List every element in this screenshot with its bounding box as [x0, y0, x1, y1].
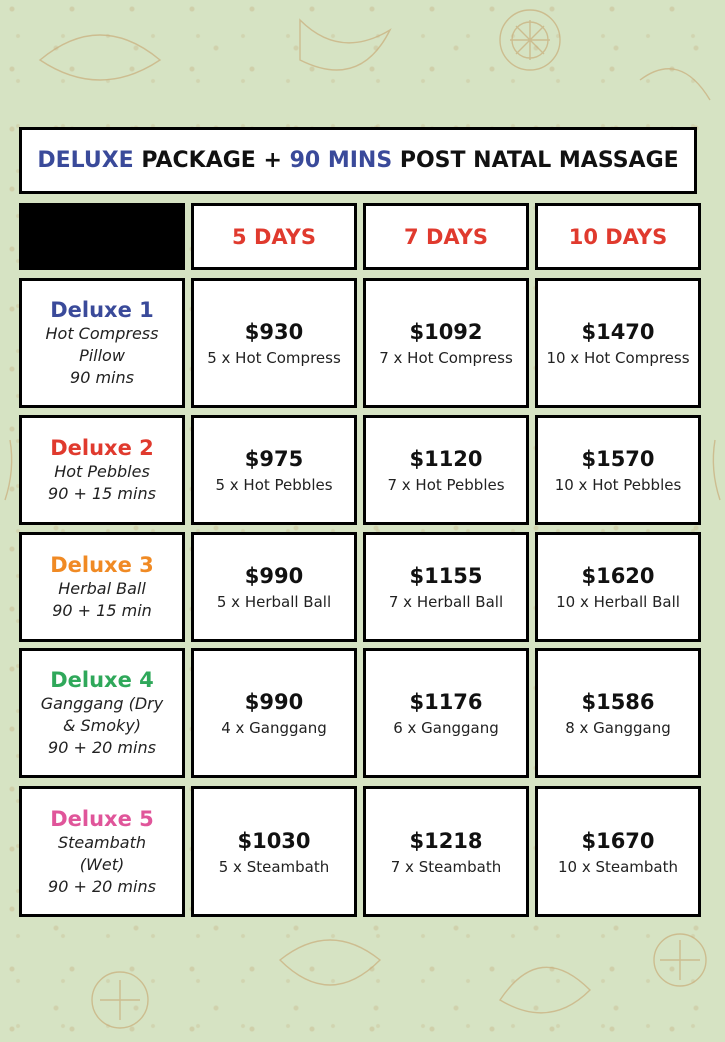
price: $990 — [244, 690, 304, 714]
price-detail: 7 x Herball Ball — [388, 593, 504, 611]
price-detail: 5 x Hot Pebbles — [215, 476, 333, 494]
title-package: PACKAGE + — [133, 148, 290, 173]
price-cell — [535, 278, 701, 408]
package-name: Deluxe 2 — [50, 436, 154, 460]
column-header-7-days — [363, 203, 529, 270]
price-detail: 6 x Ganggang — [393, 719, 499, 737]
price-cell — [535, 648, 701, 778]
price-detail: 4 x Ganggang — [221, 719, 327, 737]
package-name: Deluxe 1 — [50, 298, 154, 322]
price: $1030 — [237, 828, 311, 853]
price-cell — [191, 415, 357, 525]
header-label: 5 DAYS — [232, 224, 316, 249]
price: $1155 — [409, 564, 483, 588]
package-desc-line: 90 + 20 mins — [48, 738, 156, 757]
price: $930 — [244, 320, 304, 344]
price: $1120 — [409, 447, 483, 471]
price-detail: 5 x Steambath — [218, 857, 330, 876]
price-detail: 10 x Steambath — [557, 857, 679, 876]
package-cell-deluxe-1 — [19, 278, 185, 408]
price-detail: 7 x Hot Pebbles — [387, 476, 505, 494]
package-cell-deluxe-5 — [19, 786, 185, 917]
price-cell — [363, 415, 529, 525]
price-cell — [191, 786, 357, 917]
price: $1570 — [581, 447, 655, 471]
package-desc-line: 90 + 15 min — [52, 601, 152, 620]
title-post-natal-massage: POST NATAL MASSAGE — [392, 148, 679, 173]
price-detail: 10 x Hot Compress — [546, 349, 690, 367]
price-cell — [363, 786, 529, 917]
price: $1176 — [409, 690, 483, 714]
package-desc-line: 90 + 15 mins — [48, 484, 156, 503]
price: $1218 — [409, 828, 483, 853]
price-cell — [191, 532, 357, 642]
price-detail: 10 x Herball Ball — [556, 593, 680, 611]
price-cell — [191, 648, 357, 778]
price-cell — [191, 278, 357, 408]
package-name: Deluxe 4 — [50, 668, 154, 692]
price: $990 — [244, 564, 304, 588]
page-title — [19, 127, 697, 194]
package-name: Deluxe 3 — [50, 553, 154, 577]
package-desc-line: Herbal Ball — [58, 579, 146, 598]
price-detail: 7 x Steambath — [390, 857, 502, 876]
package-cell-deluxe-4 — [19, 648, 185, 778]
price: $1470 — [581, 320, 655, 344]
column-header-10-days — [535, 203, 701, 270]
package-desc-line: Steambath — [57, 832, 147, 852]
header-label: 10 DAYS — [568, 224, 668, 249]
header-corner-blank — [19, 203, 185, 270]
price-detail: 8 x Ganggang — [565, 719, 671, 737]
package-desc-line: Pillow — [79, 346, 125, 365]
package-desc-line: Hot Compress — [45, 324, 159, 343]
price: $1620 — [581, 564, 655, 588]
price-cell — [363, 532, 529, 642]
title-deluxe: DELUXE — [37, 148, 134, 173]
package-desc-line: 90 + 20 mins — [48, 876, 156, 896]
package-cell-deluxe-3 — [19, 532, 185, 642]
price-detail: 5 x Hot Compress — [207, 349, 341, 367]
package-desc-line: & Smoky) — [62, 716, 142, 735]
price: $1586 — [581, 690, 655, 714]
title-90-mins: 90 MINS — [289, 148, 393, 173]
price-detail: 10 x Hot Pebbles — [554, 476, 682, 494]
price-cell — [535, 415, 701, 525]
price-detail: 7 x Hot Compress — [379, 349, 513, 367]
price-cell — [535, 532, 701, 642]
price-cell — [363, 648, 529, 778]
price-cell — [535, 786, 701, 917]
price-cell — [363, 278, 529, 408]
price: $1092 — [409, 320, 483, 344]
package-desc-line: Ganggang (Dry — [40, 694, 164, 713]
package-desc-line: Hot Pebbles — [54, 462, 150, 481]
package-cell-deluxe-2 — [19, 415, 185, 525]
price: $1670 — [581, 828, 655, 853]
price: $975 — [244, 447, 304, 471]
package-name: Deluxe 5 — [50, 806, 154, 831]
price-detail: 5 x Herball Ball — [216, 593, 332, 611]
column-header-5-days — [191, 203, 357, 270]
package-desc-line: 90 mins — [70, 368, 134, 387]
package-desc-line: (Wet) — [79, 854, 125, 874]
header-label: 7 DAYS — [404, 224, 488, 249]
